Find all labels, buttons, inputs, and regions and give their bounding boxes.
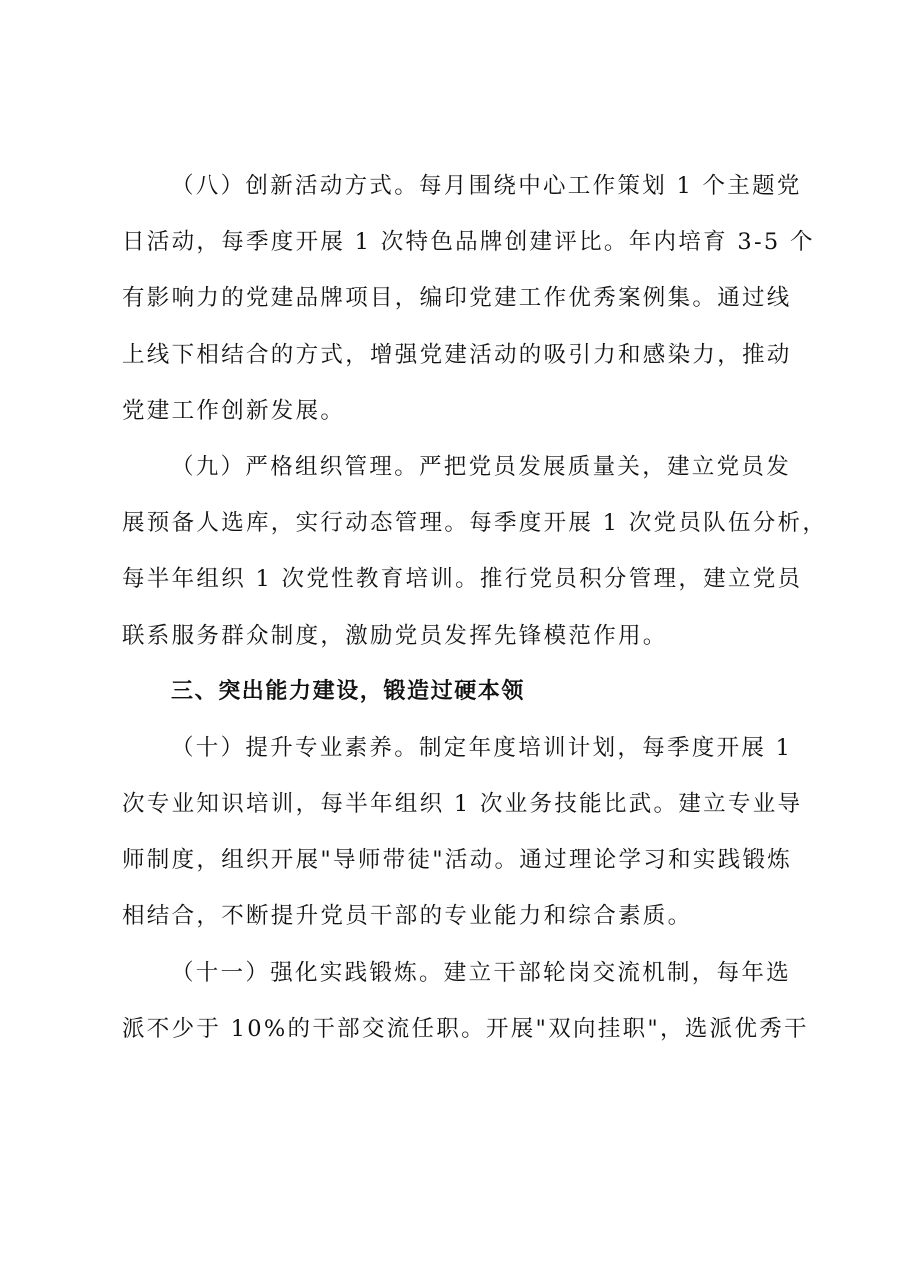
document-body (122, 164, 828, 1063)
paragraph-line: （九）严格组织管理。严把党员发展质量关，建立党员发 (171, 453, 792, 480)
paragraph-9 (122, 445, 828, 670)
paragraph-line: 上线下相结合的方式，增强党建活动的吸引力和感染力，推动 (122, 341, 792, 368)
paragraph-line: 日活动，每季度开展 1 次特色品牌创建评比。年内培育 3-5 个 (122, 229, 815, 256)
paragraph-line: （八）创新活动方式。每月围绕中心工作策划 1 个主题党 (171, 173, 802, 199)
paragraph-line: （十一）强化实践锻炼。建立干部轮岗交流机制，每年选 (171, 959, 792, 986)
paragraph-10 (122, 726, 803, 951)
paragraph-8 (122, 164, 815, 445)
paragraph-line: 派不少于 10%的干部交流任职。开展"双向挂职"，选派优秀干 (122, 1015, 809, 1042)
section-heading: 三、突出能力建设，锻造过硬本领 (171, 678, 526, 704)
paragraph-line: 相结合，不断提升党员干部的专业能力和综合素质。 (122, 903, 693, 930)
paragraph-line: （十）提升专业素养。制定年度培训计划，每季度开展 1 (171, 734, 793, 761)
section-heading-3 (122, 670, 794, 726)
paragraph-line: 每半年组织 1 次党性教育培训。推行党员积分管理，建立党员 (122, 566, 803, 593)
paragraph-line: 师制度，组织开展"导师带徒"活动。通过理论学习和实践锻炼 (122, 847, 793, 874)
paragraph-line: 次专业知识培训，每半年组织 1 次业务技能比武。建立专业导 (122, 791, 803, 818)
paragraph-line: 有影响力的党建品牌项目，编印党建工作优秀案例集。通过线 (122, 285, 792, 312)
paragraph-11 (122, 951, 809, 1063)
paragraph-line: 展预备人选库，实行动态管理。每季度开展 1 次党员队伍分析， (122, 510, 828, 537)
paragraph-line: 党建工作创新发展。 (122, 397, 346, 424)
paragraph-line: 联系服务群众制度，激励党员发挥先锋模范作用。 (122, 622, 668, 649)
